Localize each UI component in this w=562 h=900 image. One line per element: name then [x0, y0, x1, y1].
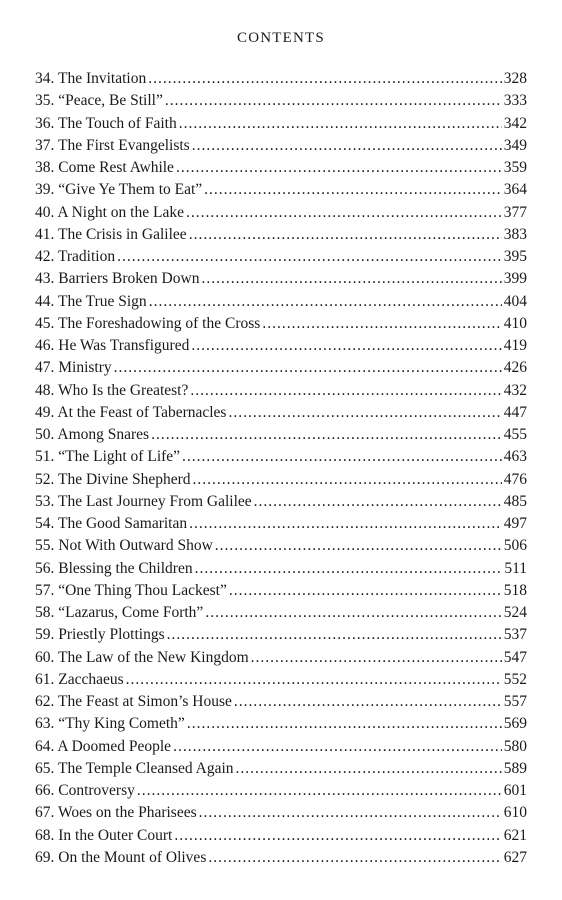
- toc-entry-title: 57. “One Thing Thou Lackest”: [35, 581, 227, 599]
- toc-entry: [35, 669, 527, 691]
- toc-entry-title: 67. Woes on the Pharisees: [35, 804, 197, 822]
- toc-entry: [35, 446, 527, 468]
- toc-entry-title: 65. The Temple Cleansed Again: [35, 759, 234, 777]
- toc-entry-page-number: 524: [503, 604, 527, 621]
- toc-entry-page-number: 399: [503, 270, 527, 288]
- dot-leader: [192, 135, 502, 157]
- toc-entry-page-number: 447: [503, 403, 527, 421]
- toc-entry-page-number: 589: [503, 759, 527, 777]
- dot-leader: [117, 246, 502, 268]
- toc-entry: [35, 580, 527, 602]
- toc-entry-page-number: 552: [503, 670, 527, 688]
- toc-entry: [35, 602, 527, 624]
- toc-entry-title: 59. Priestly Plottings: [35, 626, 165, 644]
- dot-leader: [262, 313, 501, 335]
- toc-entry-page-number: 419: [503, 337, 527, 354]
- toc-entry: [35, 558, 527, 580]
- toc-entry-page-number: 511: [504, 559, 527, 577]
- toc-entry-title: 64. A Doomed People: [35, 737, 172, 755]
- dot-leader: [114, 357, 502, 379]
- toc-entry-page-number: 621: [503, 826, 527, 844]
- toc-entry: [35, 268, 527, 290]
- toc-entry-title: 54. The Good Samaritan: [35, 515, 188, 532]
- dot-leader: [174, 825, 501, 847]
- toc-entry: [35, 469, 527, 491]
- toc-entry-page-number: 426: [503, 359, 527, 377]
- toc-entry-title: 47. Ministry: [35, 359, 112, 377]
- dot-leader: [190, 380, 501, 402]
- dot-leader: [167, 624, 502, 646]
- toc-entry-title: 35. “Peace, Be Still”: [35, 92, 163, 110]
- toc-entry-page-number: 569: [503, 715, 527, 733]
- toc-entry: [35, 202, 527, 224]
- toc-entry: [35, 802, 527, 824]
- toc-entry-title: 39. “Give Ye Them to Eat”: [35, 181, 203, 199]
- dot-leader: [193, 469, 502, 491]
- toc-entry: [35, 491, 527, 513]
- toc-entry: [35, 380, 527, 402]
- toc-entry-title: 36. The Touch of Faith: [35, 114, 177, 132]
- toc-entry-page-number: 497: [503, 515, 527, 532]
- toc-entry: [35, 713, 527, 735]
- toc-entry: [35, 246, 527, 268]
- dot-leader: [151, 424, 502, 446]
- dot-leader: [189, 513, 502, 535]
- toc-entry: [35, 157, 527, 179]
- toc-entry-title: 50. Among Snares: [35, 426, 150, 443]
- toc-entry: [35, 335, 527, 357]
- toc-entry-page-number: 537: [503, 626, 527, 644]
- toc-entry-title: 41. The Crisis in Galilee: [35, 225, 187, 243]
- toc-entry-page-number: 377: [503, 203, 527, 221]
- dot-leader: [148, 68, 502, 90]
- toc-entry-title: 52. The Divine Shepherd: [35, 470, 191, 488]
- toc-entry: [35, 135, 527, 157]
- toc-entry-page-number: 410: [503, 314, 527, 332]
- dot-leader: [199, 802, 502, 824]
- toc-entry: [35, 313, 527, 335]
- dot-leader: [191, 335, 501, 357]
- toc-entry-page-number: 610: [503, 804, 527, 822]
- toc-entry-page-number: 463: [503, 448, 527, 466]
- toc-entry-page-number: 518: [503, 581, 527, 599]
- toc-entry-title: 69. On the Mount of Olives: [35, 848, 207, 866]
- toc-entry-title: 38. Come Rest Awhile: [35, 159, 174, 176]
- dot-leader: [234, 691, 502, 713]
- toc-entry-page-number: 580: [503, 737, 527, 755]
- toc-entry: [35, 847, 527, 869]
- toc-entry: [35, 424, 527, 446]
- dot-leader: [137, 780, 502, 802]
- dot-leader: [204, 179, 502, 201]
- dot-leader: [228, 402, 501, 424]
- dot-leader: [205, 602, 501, 624]
- toc-entry-page-number: 601: [503, 782, 527, 799]
- toc-entry-title: 51. “The Light of Life”: [35, 448, 181, 466]
- dot-leader: [179, 113, 502, 135]
- toc-entry-title: 62. The Feast at Simon’s House: [35, 693, 232, 710]
- dot-leader: [126, 669, 502, 691]
- dot-leader: [195, 558, 503, 580]
- toc-entry-title: 45. The Foreshadowing of the Cross: [35, 314, 261, 332]
- toc-entry-page-number: 476: [503, 470, 527, 488]
- dot-leader: [189, 224, 502, 246]
- toc-entry: [35, 68, 527, 90]
- table-of-contents: [35, 68, 527, 869]
- dot-leader: [176, 157, 502, 179]
- toc-entry-page-number: 364: [503, 181, 527, 199]
- toc-entry: [35, 535, 527, 557]
- toc-entry: [35, 513, 527, 535]
- toc-entry-page-number: 506: [503, 537, 527, 555]
- toc-entry-title: 63. “Thy King Cometh”: [35, 715, 185, 733]
- toc-entry-title: 46. He Was Transfigured: [35, 337, 190, 354]
- toc-entry: [35, 402, 527, 424]
- toc-entry-page-number: 328: [503, 70, 527, 87]
- toc-entry: [35, 691, 527, 713]
- toc-entry-page-number: 627: [503, 848, 527, 866]
- dot-leader: [215, 535, 502, 557]
- dot-leader: [229, 580, 502, 602]
- toc-entry-page-number: 404: [503, 292, 527, 310]
- toc-entry-title: 42. Tradition: [35, 248, 116, 265]
- dot-leader: [165, 90, 502, 112]
- toc-entry: [35, 647, 527, 669]
- toc-entry: [35, 291, 527, 313]
- toc-entry: [35, 224, 527, 246]
- dot-leader: [173, 736, 502, 758]
- toc-entry-page-number: 485: [503, 492, 527, 510]
- dot-leader: [149, 291, 502, 313]
- toc-entry-page-number: 383: [503, 225, 527, 243]
- dot-leader: [187, 713, 502, 735]
- toc-entry-page-number: 333: [503, 92, 527, 110]
- page-heading: CONTENTS: [237, 30, 325, 46]
- toc-entry-title: 44. The True Sign: [35, 292, 147, 310]
- toc-entry-page-number: 359: [503, 159, 527, 176]
- toc-entry: [35, 357, 527, 379]
- toc-entry-title: 68. In the Outer Court: [35, 826, 173, 844]
- toc-entry-page-number: 349: [503, 136, 527, 154]
- toc-entry-title: 49. At the Feast of Tabernacles: [35, 403, 227, 421]
- toc-entry-title: 60. The Law of the New Kingdom: [35, 648, 249, 666]
- toc-entry-title: 37. The First Evangelists: [35, 136, 190, 154]
- toc-entry-title: 40. A Night on the Lake: [35, 203, 184, 221]
- toc-entry: [35, 113, 527, 135]
- toc-entry-page-number: 557: [503, 693, 527, 710]
- dot-leader: [254, 491, 502, 513]
- toc-entry-page-number: 342: [503, 114, 527, 132]
- dot-leader: [251, 647, 502, 669]
- toc-entry-title: 48. Who Is the Greatest?: [35, 381, 189, 399]
- dot-leader: [208, 847, 501, 869]
- toc-entry-title: 61. Zacchaeus: [35, 670, 124, 688]
- toc-entry-title: 66. Controversy: [35, 782, 135, 799]
- toc-entry-page-number: 455: [503, 426, 527, 443]
- toc-entry-title: 34. The Invitation: [35, 70, 147, 87]
- toc-entry: [35, 90, 527, 112]
- dot-leader: [182, 446, 502, 468]
- toc-entry-title: 58. “Lazarus, Come Forth”: [35, 604, 204, 621]
- toc-entry-title: 56. Blessing the Children: [35, 559, 193, 577]
- toc-entry-page-number: 547: [503, 648, 527, 666]
- dot-leader: [186, 202, 502, 224]
- toc-entry: [35, 758, 527, 780]
- toc-entry-title: 53. The Last Journey From Galilee: [35, 492, 252, 510]
- dot-leader: [236, 758, 502, 780]
- dot-leader: [201, 268, 501, 290]
- toc-entry: [35, 179, 527, 201]
- toc-entry: [35, 624, 527, 646]
- toc-entry-title: 55. Not With Outward Show: [35, 537, 213, 555]
- toc-entry: [35, 780, 527, 802]
- toc-entry-page-number: 432: [503, 381, 527, 399]
- toc-entry-page-number: 395: [503, 248, 527, 265]
- toc-entry: [35, 736, 527, 758]
- toc-entry-title: 43. Barriers Broken Down: [35, 270, 200, 288]
- toc-entry: [35, 825, 527, 847]
